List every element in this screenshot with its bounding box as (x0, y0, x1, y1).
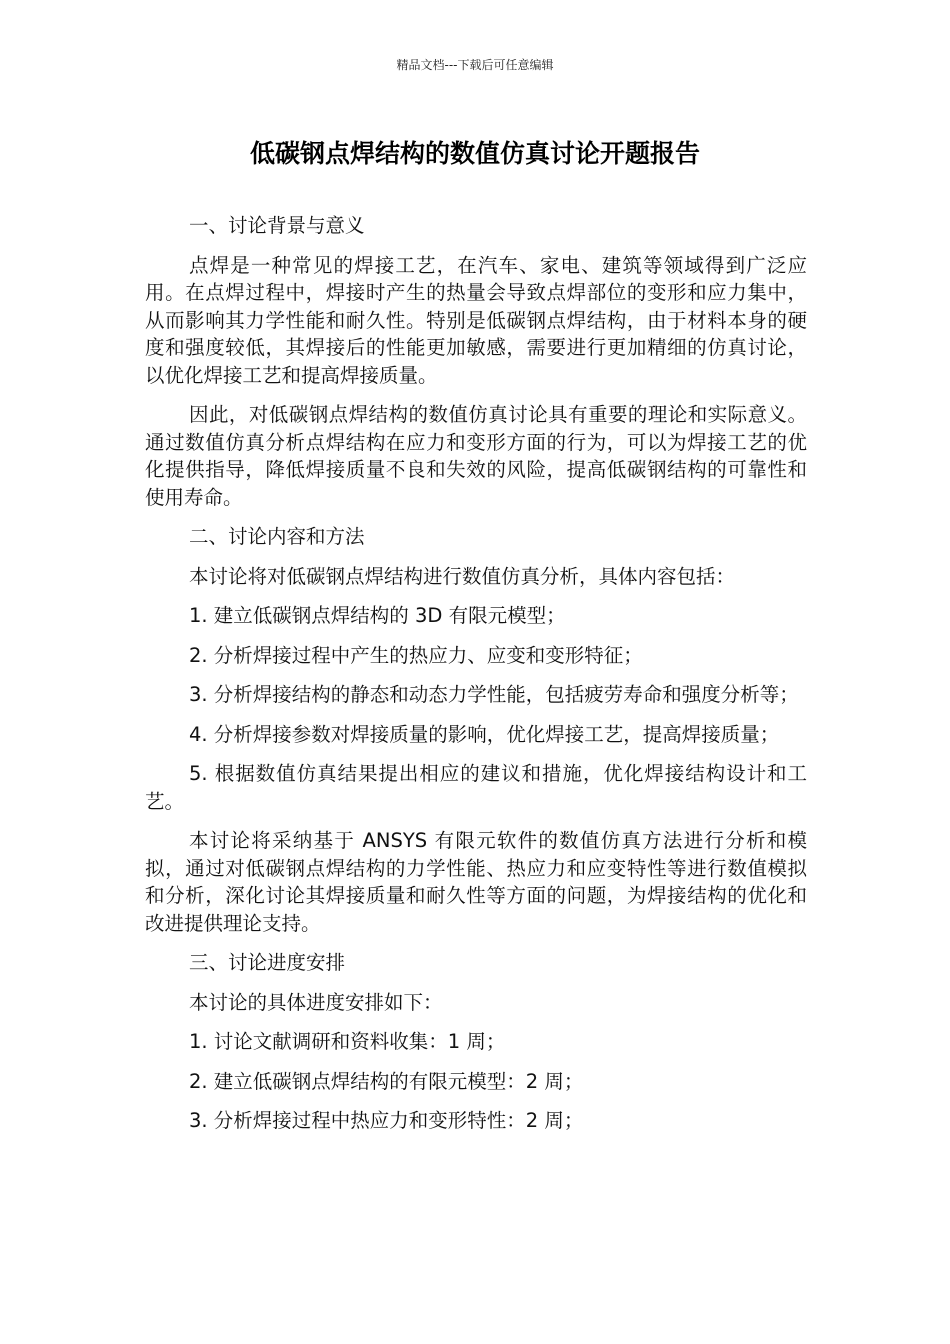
page-header: 精品文档---下载后可任意编辑 (396, 58, 554, 72)
content-list-item: 4. 分析焊接参数对焊接质量的影响，优化焊接工艺，提高焊接质量； (189, 722, 780, 746)
content-list-item: 1. 建立低碳钢点焊结构的 3D 有限元模型； (189, 604, 566, 627)
section-heading-content-method: 二、讨论内容和方法 (189, 525, 365, 548)
content-list-item: 3. 分析焊接结构的静态和动态力学性能，包括疲劳寿命和强度分析等； (189, 683, 799, 706)
document-title: 低碳钢点焊结构的数值仿真讨论开题报告 (249, 139, 700, 168)
schedule-list-item: 3. 分析焊接过程中热应力和变形特性：2 周； (189, 1109, 584, 1132)
schedule-list-item: 1. 讨论文献调研和资料收集：1 周； (189, 1030, 506, 1053)
document-body (145, 212, 807, 1147)
method-paragraph: 本讨论将采纳基于 ANSYS 有限元软件的数值仿真方法进行分析和模拟，通过对低碳钢点焊结构的力学性能、热应力和应变特性等进行数值模拟和分析，深化讨论其焊接质量和耐久性等方面的问题，为焊接结构的优化和改进提供理论支持。 (145, 829, 807, 935)
background-paragraph-1: 点焊是一种常见的焊接工艺，在汽车、家电、建筑等领域得到广泛应用。在点焊过程中，焊接时产生的热量会导致点焊部位的变形和应力集中，从而影响其力学性能和耐久性。特别是低碳钢点焊结构，由于材料本身的硬度和强度较低，其焊接后的性能更加敏感，需要进行更加精细的仿真讨论，以优化焊接工艺和提高焊接质量。 (145, 253, 807, 387)
content-list-item: 5. 根据数值仿真结果提出相应的建议和措施，优化焊接结构设计和工艺。 (145, 762, 807, 813)
schedule-list-item: 2. 建立低碳钢点焊结构的有限元模型：2 周； (189, 1069, 584, 1093)
section-heading-background: 一、讨论背景与意义 (189, 214, 365, 237)
schedule-intro-paragraph: 本讨论的具体进度安排如下： (189, 990, 443, 1014)
section-heading-schedule: 三、讨论进度安排 (189, 951, 346, 974)
content-list-item: 2. 分析焊接过程中产生的热应力、应变和变形特征； (189, 643, 643, 667)
content-intro-paragraph: 本讨论将对低碳钢点焊结构进行数值仿真分析，具体内容包括： (189, 564, 736, 588)
background-paragraph-2: 因此，对低碳钢点焊结构的数值仿真讨论具有重要的理论和实际意义。通过数值仿真分析点焊结构在应力和变形方面的行为，可以为焊接工艺的优化提供指导，降低焊接质量不良和失效的风险，提高低碳钢结构的可靠性和使用寿命。 (145, 403, 807, 509)
